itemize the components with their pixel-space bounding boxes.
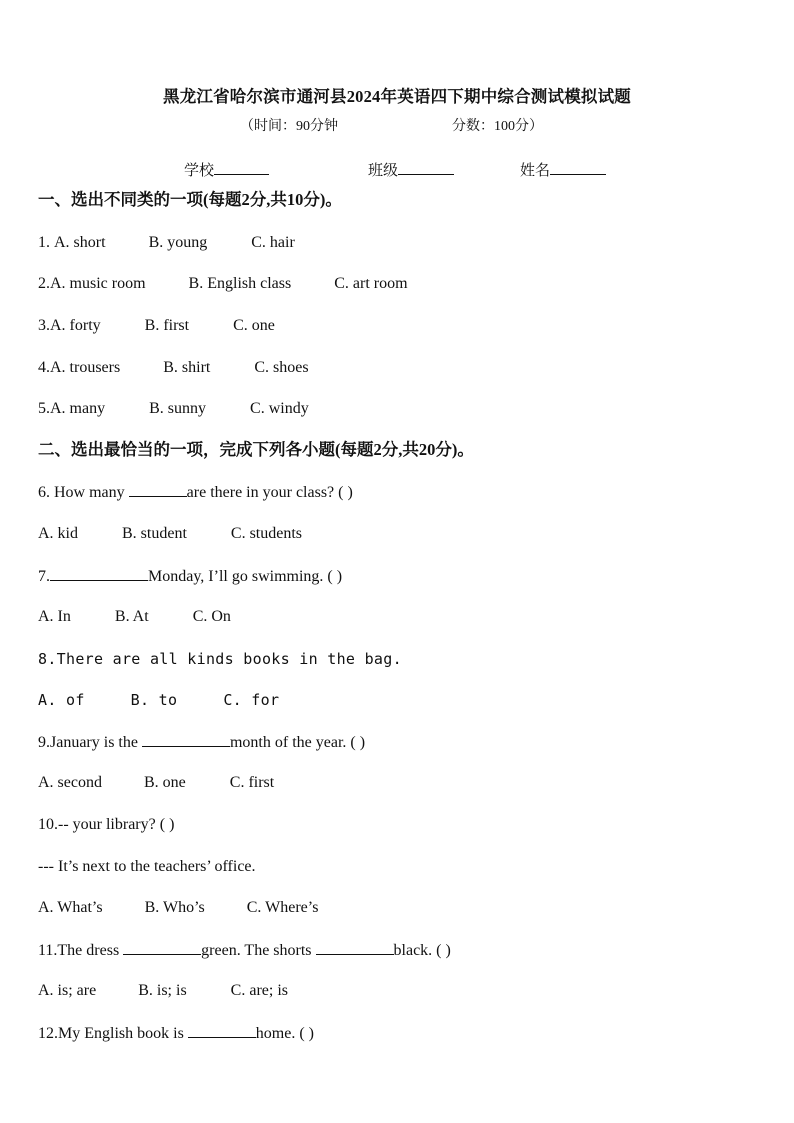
q3-number: 3. <box>38 317 50 334</box>
question-3 <box>38 316 275 336</box>
q7-prompt-start: 7. <box>38 568 50 585</box>
question-10-reply: --- It’s next to the teachers’ office. <box>38 858 256 875</box>
q8-option-a: A. of <box>38 691 85 709</box>
class-field <box>368 160 454 181</box>
question-9-options <box>38 773 274 793</box>
q2-option-c: C. art room <box>334 275 408 292</box>
q2-option-a: A. music room <box>50 275 146 292</box>
q6-prompt-end: are there in your class? ( ) <box>186 484 353 501</box>
q8-option-b: B. to <box>130 691 178 709</box>
question-7 <box>38 566 342 587</box>
question-10-options <box>38 898 318 918</box>
q8-option-c: C. for <box>223 691 280 709</box>
q11-prompt-middle: green. The shorts <box>201 942 316 959</box>
q7-blank[interactable] <box>50 566 148 581</box>
q7-prompt-end: Monday, I’ll go swimming. ( ) <box>148 568 343 585</box>
question-8: 8.There are all kinds books in the bag. <box>38 650 402 668</box>
page-title: 黑龙江省哈尔滨市通河县2024年英语四下期中综合测试模拟试题 <box>163 87 631 106</box>
q11-option-b: B. is; is <box>138 982 187 999</box>
class-blank[interactable] <box>398 160 454 175</box>
q7-option-b: B. At <box>114 608 149 625</box>
q6-option-a: A. kid <box>38 525 78 542</box>
q9-option-a: A. second <box>38 774 102 791</box>
q6-option-b: B. student <box>122 525 187 542</box>
question-9 <box>38 732 365 753</box>
q1-number: 1. <box>38 234 54 251</box>
q12-prompt-start: 12.My English book is <box>38 1025 188 1042</box>
name-blank[interactable] <box>550 160 606 175</box>
q4-number: 4. <box>38 359 50 376</box>
q11-blank-1[interactable] <box>123 940 201 955</box>
question-8-options <box>38 690 279 710</box>
question-6-options <box>38 524 302 544</box>
q4-option-c: C. shoes <box>254 359 309 376</box>
q1-option-a: A. short <box>54 234 106 251</box>
q2-number: 2. <box>38 275 50 292</box>
q10-option-b: B. Who’s <box>144 899 205 916</box>
q11-blank-2[interactable] <box>316 940 394 955</box>
q7-option-a: A. In <box>38 608 71 625</box>
q6-blank[interactable] <box>129 482 187 497</box>
q1-option-c: C. hair <box>251 234 295 251</box>
question-11-options <box>38 981 288 1001</box>
q2-option-b: B. English class <box>188 275 292 292</box>
q6-option-c: C. students <box>230 525 303 542</box>
question-6 <box>38 482 353 503</box>
q10-option-a: A. What’s <box>38 899 103 916</box>
q5-option-c: C. windy <box>250 400 309 417</box>
q11-prompt-end: black. ( ) <box>393 942 451 959</box>
school-label: 学校 <box>184 163 215 179</box>
name-field <box>520 160 606 181</box>
q7-option-c: C. On <box>192 608 231 625</box>
q5-option-b: B. sunny <box>149 400 207 417</box>
section-1-heading: 一、选出不同类的一项(每题2分,共10分)。 <box>38 190 342 209</box>
q3-option-c: C. one <box>233 317 275 334</box>
school-blank[interactable] <box>214 160 269 175</box>
name-label: 姓名 <box>520 163 551 179</box>
q1-option-b: B. young <box>148 234 208 251</box>
q4-option-b: B. shirt <box>163 359 211 376</box>
class-label: 班级 <box>368 163 399 179</box>
q3-option-a: A. forty <box>50 317 101 334</box>
q6-prompt-start: 6. How many <box>38 484 129 501</box>
school-field <box>184 160 269 181</box>
q9-option-c: C. first <box>229 774 275 791</box>
q5-number: 5. <box>38 400 50 417</box>
q4-option-a: A. trousers <box>50 359 121 376</box>
question-12 <box>38 1023 314 1044</box>
q9-blank[interactable] <box>142 732 230 747</box>
q9-prompt-end: month of the year. ( ) <box>229 734 366 751</box>
question-11 <box>38 940 451 961</box>
question-5 <box>38 399 309 419</box>
question-10: 10.-- your library? ( ) <box>38 816 175 833</box>
q11-prompt-start: 11.The dress <box>38 942 124 959</box>
q12-blank[interactable] <box>188 1023 256 1038</box>
question-2 <box>38 274 408 294</box>
q3-option-b: B. first <box>144 317 190 334</box>
question-4 <box>38 358 309 378</box>
q9-option-b: B. one <box>143 774 186 791</box>
score-info: 分数：100分） <box>452 119 543 134</box>
q9-prompt-start: 9.January is the <box>38 734 142 751</box>
q5-option-a: A. many <box>50 400 106 417</box>
question-1 <box>38 233 295 253</box>
section-2-heading: 二、选出最恰当的一项，完成下列各小题(每题2分,共20分)。 <box>38 440 474 459</box>
q11-option-c: C. are; is <box>230 982 288 999</box>
question-7-options <box>38 607 231 627</box>
q12-prompt-end: home. ( ) <box>255 1025 314 1042</box>
q10-option-c: C. Where’s <box>246 899 319 916</box>
q11-option-a: A. is; are <box>38 982 97 999</box>
time-info: （时间：90分钟 <box>240 119 338 134</box>
